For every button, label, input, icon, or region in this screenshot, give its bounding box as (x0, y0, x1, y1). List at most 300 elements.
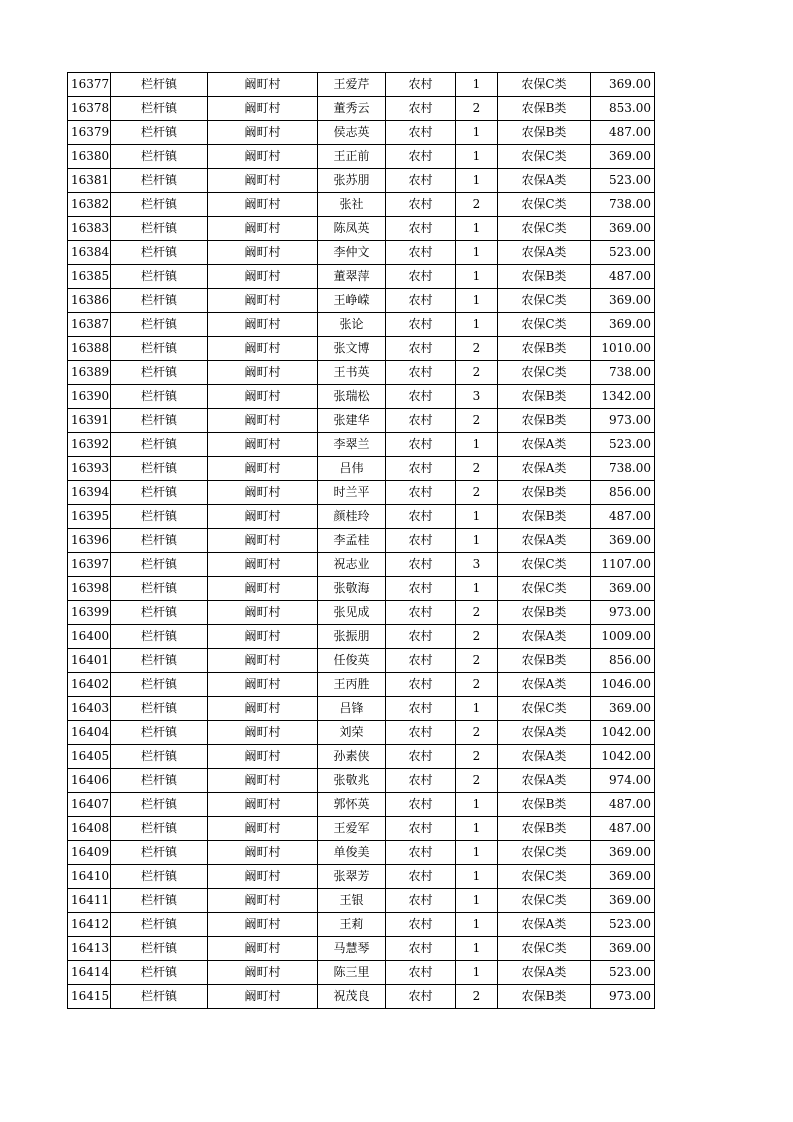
person-name-cell: 刘荣 (318, 721, 386, 745)
village-cell: 阚町村 (208, 145, 318, 169)
insurance-category-cell: 农保A类 (498, 433, 591, 457)
record-id-cell: 16387 (68, 313, 111, 337)
village-cell: 阚町村 (208, 289, 318, 313)
amount-cell: 1107.00 (591, 553, 655, 577)
town-cell: 栏杆镇 (111, 145, 208, 169)
person-count-cell: 2 (456, 745, 498, 769)
village-cell: 阚町村 (208, 241, 318, 265)
person-count-cell: 2 (456, 409, 498, 433)
record-id-cell: 16389 (68, 361, 111, 385)
person-count-cell: 2 (456, 625, 498, 649)
person-count-cell: 1 (456, 577, 498, 601)
person-count-cell: 1 (456, 865, 498, 889)
table-row (68, 457, 655, 481)
residence-type-cell: 农村 (386, 889, 456, 913)
amount-cell: 369.00 (591, 313, 655, 337)
record-id-cell: 16393 (68, 457, 111, 481)
record-id-cell: 16378 (68, 97, 111, 121)
town-cell: 栏杆镇 (111, 505, 208, 529)
amount-cell: 738.00 (591, 193, 655, 217)
record-id-cell: 16381 (68, 169, 111, 193)
table-row (68, 505, 655, 529)
amount-cell: 523.00 (591, 241, 655, 265)
insurance-category-cell: 农保A类 (498, 769, 591, 793)
person-count-cell: 3 (456, 553, 498, 577)
record-id-cell: 16402 (68, 673, 111, 697)
record-id-cell: 16413 (68, 937, 111, 961)
person-name-cell: 王正前 (318, 145, 386, 169)
residence-type-cell: 农村 (386, 961, 456, 985)
person-name-cell: 张社 (318, 193, 386, 217)
insurance-category-cell: 农保B类 (498, 385, 591, 409)
person-name-cell: 祝志业 (318, 553, 386, 577)
amount-cell: 973.00 (591, 601, 655, 625)
table-row (68, 97, 655, 121)
person-count-cell: 1 (456, 433, 498, 457)
residence-type-cell: 农村 (386, 865, 456, 889)
village-cell: 阚町村 (208, 313, 318, 337)
residence-type-cell: 农村 (386, 697, 456, 721)
amount-cell: 856.00 (591, 481, 655, 505)
record-id-cell: 16383 (68, 217, 111, 241)
amount-cell: 853.00 (591, 97, 655, 121)
person-name-cell: 马慧琴 (318, 937, 386, 961)
town-cell: 栏杆镇 (111, 553, 208, 577)
person-name-cell: 吕锋 (318, 697, 386, 721)
village-cell: 阚町村 (208, 433, 318, 457)
residence-type-cell: 农村 (386, 193, 456, 217)
amount-cell: 369.00 (591, 577, 655, 601)
person-count-cell: 1 (456, 793, 498, 817)
insurance-category-cell: 农保B类 (498, 409, 591, 433)
record-id-cell: 16392 (68, 433, 111, 457)
person-name-cell: 王爱芹 (318, 73, 386, 97)
insurance-category-cell: 农保B类 (498, 649, 591, 673)
person-name-cell: 单俊美 (318, 841, 386, 865)
person-count-cell: 2 (456, 649, 498, 673)
table-row (68, 601, 655, 625)
insurance-category-cell: 农保A类 (498, 745, 591, 769)
amount-cell: 487.00 (591, 121, 655, 145)
village-cell: 阚町村 (208, 697, 318, 721)
town-cell: 栏杆镇 (111, 193, 208, 217)
residence-type-cell: 农村 (386, 793, 456, 817)
residence-type-cell: 农村 (386, 985, 456, 1009)
table-row (68, 721, 655, 745)
residence-type-cell: 农村 (386, 553, 456, 577)
village-cell: 阚町村 (208, 577, 318, 601)
amount-cell: 738.00 (591, 457, 655, 481)
insurance-category-cell: 农保A类 (498, 457, 591, 481)
insurance-category-cell: 农保C类 (498, 217, 591, 241)
person-name-cell: 张敬海 (318, 577, 386, 601)
person-name-cell: 颜桂玲 (318, 505, 386, 529)
amount-cell: 973.00 (591, 409, 655, 433)
record-id-cell: 16403 (68, 697, 111, 721)
person-count-cell: 1 (456, 961, 498, 985)
insurance-category-cell: 农保B类 (498, 793, 591, 817)
insurance-category-cell: 农保C类 (498, 841, 591, 865)
person-count-cell: 1 (456, 913, 498, 937)
person-count-cell: 1 (456, 313, 498, 337)
insurance-category-cell: 农保B类 (498, 121, 591, 145)
town-cell: 栏杆镇 (111, 673, 208, 697)
record-id-cell: 16407 (68, 793, 111, 817)
amount-cell: 1042.00 (591, 721, 655, 745)
town-cell: 栏杆镇 (111, 265, 208, 289)
residence-type-cell: 农村 (386, 673, 456, 697)
person-count-cell: 1 (456, 937, 498, 961)
town-cell: 栏杆镇 (111, 121, 208, 145)
table-row (68, 673, 655, 697)
amount-cell: 487.00 (591, 793, 655, 817)
table-row (68, 121, 655, 145)
table-row (68, 553, 655, 577)
village-cell: 阚町村 (208, 601, 318, 625)
person-name-cell: 张瑞松 (318, 385, 386, 409)
insurance-category-cell: 农保C类 (498, 313, 591, 337)
person-count-cell: 2 (456, 985, 498, 1009)
table-row (68, 313, 655, 337)
record-id-cell: 16382 (68, 193, 111, 217)
insurance-category-cell: 农保C类 (498, 145, 591, 169)
person-name-cell: 郭怀英 (318, 793, 386, 817)
village-cell: 阚町村 (208, 193, 318, 217)
table-row (68, 865, 655, 889)
table-row (68, 433, 655, 457)
table-row (68, 169, 655, 193)
town-cell: 栏杆镇 (111, 433, 208, 457)
person-count-cell: 1 (456, 169, 498, 193)
insurance-category-cell: 农保B类 (498, 817, 591, 841)
record-id-cell: 16388 (68, 337, 111, 361)
insurance-category-cell: 农保B类 (498, 265, 591, 289)
village-cell: 阚町村 (208, 625, 318, 649)
person-name-cell: 陈三里 (318, 961, 386, 985)
record-id-cell: 16405 (68, 745, 111, 769)
insurance-category-cell: 农保C类 (498, 937, 591, 961)
person-count-cell: 2 (456, 457, 498, 481)
town-cell: 栏杆镇 (111, 793, 208, 817)
town-cell: 栏杆镇 (111, 937, 208, 961)
town-cell: 栏杆镇 (111, 241, 208, 265)
record-id-cell: 16385 (68, 265, 111, 289)
residence-type-cell: 农村 (386, 73, 456, 97)
person-name-cell: 孙素侠 (318, 745, 386, 769)
table-row (68, 625, 655, 649)
residence-type-cell: 农村 (386, 385, 456, 409)
record-id-cell: 16395 (68, 505, 111, 529)
town-cell: 栏杆镇 (111, 385, 208, 409)
table-body (68, 73, 655, 1009)
town-cell: 栏杆镇 (111, 529, 208, 553)
person-count-cell: 1 (456, 73, 498, 97)
amount-cell: 523.00 (591, 433, 655, 457)
town-cell: 栏杆镇 (111, 289, 208, 313)
town-cell: 栏杆镇 (111, 697, 208, 721)
person-count-cell: 1 (456, 889, 498, 913)
record-id-cell: 16404 (68, 721, 111, 745)
village-cell: 阚町村 (208, 817, 318, 841)
person-name-cell: 吕伟 (318, 457, 386, 481)
residence-type-cell: 农村 (386, 841, 456, 865)
village-cell: 阚町村 (208, 121, 318, 145)
village-cell: 阚町村 (208, 985, 318, 1009)
amount-cell: 856.00 (591, 649, 655, 673)
insurance-category-cell: 农保B类 (498, 601, 591, 625)
amount-cell: 1046.00 (591, 673, 655, 697)
town-cell: 栏杆镇 (111, 769, 208, 793)
person-count-cell: 2 (456, 361, 498, 385)
amount-cell: 369.00 (591, 937, 655, 961)
person-name-cell: 任俊英 (318, 649, 386, 673)
amount-cell: 369.00 (591, 697, 655, 721)
record-id-cell: 16414 (68, 961, 111, 985)
record-id-cell: 16379 (68, 121, 111, 145)
person-count-cell: 1 (456, 241, 498, 265)
record-id-cell: 16391 (68, 409, 111, 433)
person-name-cell: 张振朋 (318, 625, 386, 649)
town-cell: 栏杆镇 (111, 97, 208, 121)
residence-type-cell: 农村 (386, 361, 456, 385)
village-cell: 阚町村 (208, 457, 318, 481)
person-name-cell: 时兰平 (318, 481, 386, 505)
table-row (68, 241, 655, 265)
amount-cell: 369.00 (591, 289, 655, 313)
town-cell: 栏杆镇 (111, 721, 208, 745)
record-id-cell: 16398 (68, 577, 111, 601)
table-row (68, 697, 655, 721)
town-cell: 栏杆镇 (111, 865, 208, 889)
amount-cell: 487.00 (591, 505, 655, 529)
village-cell: 阚町村 (208, 889, 318, 913)
amount-cell: 369.00 (591, 865, 655, 889)
insurance-category-cell: 农保A类 (498, 961, 591, 985)
town-cell: 栏杆镇 (111, 889, 208, 913)
insurance-category-cell: 农保A类 (498, 913, 591, 937)
insurance-category-cell: 农保C类 (498, 289, 591, 313)
person-name-cell: 王银 (318, 889, 386, 913)
person-count-cell: 3 (456, 385, 498, 409)
person-count-cell: 2 (456, 769, 498, 793)
insurance-category-cell: 农保C类 (498, 865, 591, 889)
village-cell: 阚町村 (208, 217, 318, 241)
amount-cell: 369.00 (591, 73, 655, 97)
village-cell: 阚町村 (208, 745, 318, 769)
record-id-cell: 16380 (68, 145, 111, 169)
insurance-category-cell: 农保A类 (498, 169, 591, 193)
record-id-cell: 16386 (68, 289, 111, 313)
person-count-cell: 2 (456, 193, 498, 217)
residence-type-cell: 农村 (386, 169, 456, 193)
table-row (68, 649, 655, 673)
person-count-cell: 1 (456, 289, 498, 313)
person-count-cell: 2 (456, 97, 498, 121)
table-row (68, 385, 655, 409)
amount-cell: 369.00 (591, 841, 655, 865)
village-cell: 阚町村 (208, 73, 318, 97)
table-row (68, 193, 655, 217)
person-name-cell: 董秀云 (318, 97, 386, 121)
record-id-cell: 16400 (68, 625, 111, 649)
person-name-cell: 李翠兰 (318, 433, 386, 457)
amount-cell: 523.00 (591, 169, 655, 193)
village-cell: 阚町村 (208, 337, 318, 361)
person-count-cell: 1 (456, 217, 498, 241)
person-name-cell: 张见成 (318, 601, 386, 625)
insurance-category-cell: 农保C类 (498, 697, 591, 721)
table-row (68, 913, 655, 937)
town-cell: 栏杆镇 (111, 457, 208, 481)
insurance-category-cell: 农保B类 (498, 505, 591, 529)
table-row (68, 361, 655, 385)
person-name-cell: 王爱军 (318, 817, 386, 841)
record-id-cell: 16411 (68, 889, 111, 913)
person-count-cell: 1 (456, 505, 498, 529)
village-cell: 阚町村 (208, 481, 318, 505)
residence-type-cell: 农村 (386, 745, 456, 769)
residence-type-cell: 农村 (386, 649, 456, 673)
residence-type-cell: 农村 (386, 313, 456, 337)
village-cell: 阚町村 (208, 649, 318, 673)
village-cell: 阚町村 (208, 865, 318, 889)
record-id-cell: 16409 (68, 841, 111, 865)
person-name-cell: 陈凤英 (318, 217, 386, 241)
residence-type-cell: 农村 (386, 241, 456, 265)
town-cell: 栏杆镇 (111, 337, 208, 361)
insurance-category-cell: 农保C类 (498, 193, 591, 217)
amount-cell: 973.00 (591, 985, 655, 1009)
person-count-cell: 1 (456, 145, 498, 169)
amount-cell: 738.00 (591, 361, 655, 385)
insurance-category-cell: 农保A类 (498, 673, 591, 697)
village-cell: 阚町村 (208, 721, 318, 745)
insurance-category-cell: 农保A类 (498, 529, 591, 553)
town-cell: 栏杆镇 (111, 913, 208, 937)
person-name-cell: 张文博 (318, 337, 386, 361)
village-cell: 阚町村 (208, 937, 318, 961)
table-row (68, 577, 655, 601)
person-name-cell: 张翠芳 (318, 865, 386, 889)
village-cell: 阚町村 (208, 841, 318, 865)
person-name-cell: 张建华 (318, 409, 386, 433)
table-row (68, 889, 655, 913)
amount-cell: 369.00 (591, 889, 655, 913)
person-count-cell: 1 (456, 817, 498, 841)
data-table (67, 72, 655, 1009)
town-cell: 栏杆镇 (111, 577, 208, 601)
residence-type-cell: 农村 (386, 937, 456, 961)
person-count-cell: 1 (456, 265, 498, 289)
amount-cell: 369.00 (591, 217, 655, 241)
village-cell: 阚町村 (208, 409, 318, 433)
table-row (68, 937, 655, 961)
town-cell: 栏杆镇 (111, 625, 208, 649)
record-id-cell: 16399 (68, 601, 111, 625)
residence-type-cell: 农村 (386, 625, 456, 649)
village-cell: 阚町村 (208, 169, 318, 193)
town-cell: 栏杆镇 (111, 745, 208, 769)
insurance-category-cell: 农保B类 (498, 337, 591, 361)
record-id-cell: 16415 (68, 985, 111, 1009)
residence-type-cell: 农村 (386, 289, 456, 313)
person-count-cell: 2 (456, 481, 498, 505)
table-row (68, 337, 655, 361)
amount-cell: 487.00 (591, 817, 655, 841)
record-id-cell: 16390 (68, 385, 111, 409)
residence-type-cell: 农村 (386, 433, 456, 457)
person-name-cell: 李孟桂 (318, 529, 386, 553)
town-cell: 栏杆镇 (111, 169, 208, 193)
residence-type-cell: 农村 (386, 817, 456, 841)
residence-type-cell: 农村 (386, 601, 456, 625)
village-cell: 阚町村 (208, 505, 318, 529)
town-cell: 栏杆镇 (111, 601, 208, 625)
person-name-cell: 王莉 (318, 913, 386, 937)
table-row (68, 409, 655, 433)
person-count-cell: 1 (456, 529, 498, 553)
table-row (68, 745, 655, 769)
person-count-cell: 1 (456, 121, 498, 145)
person-name-cell: 董翠萍 (318, 265, 386, 289)
insurance-category-cell: 农保C类 (498, 577, 591, 601)
residence-type-cell: 农村 (386, 337, 456, 361)
amount-cell: 974.00 (591, 769, 655, 793)
table-row (68, 289, 655, 313)
person-name-cell: 王峥嵘 (318, 289, 386, 313)
record-id-cell: 16406 (68, 769, 111, 793)
person-name-cell: 张敬兆 (318, 769, 386, 793)
person-count-cell: 2 (456, 673, 498, 697)
amount-cell: 523.00 (591, 913, 655, 937)
table-row (68, 145, 655, 169)
record-id-cell: 16394 (68, 481, 111, 505)
insurance-category-cell: 农保A类 (498, 625, 591, 649)
person-name-cell: 张苏朋 (318, 169, 386, 193)
residence-type-cell: 农村 (386, 529, 456, 553)
village-cell: 阚町村 (208, 553, 318, 577)
residence-type-cell: 农村 (386, 913, 456, 937)
table-row (68, 793, 655, 817)
amount-cell: 1010.00 (591, 337, 655, 361)
person-count-cell: 1 (456, 841, 498, 865)
person-name-cell: 李仲文 (318, 241, 386, 265)
insurance-category-cell: 农保B类 (498, 985, 591, 1009)
table-row (68, 529, 655, 553)
village-cell: 阚町村 (208, 769, 318, 793)
insurance-category-cell: 农保B类 (498, 97, 591, 121)
table-row (68, 73, 655, 97)
town-cell: 栏杆镇 (111, 313, 208, 337)
table-row (68, 265, 655, 289)
town-cell: 栏杆镇 (111, 985, 208, 1009)
residence-type-cell: 农村 (386, 769, 456, 793)
person-count-cell: 2 (456, 337, 498, 361)
person-name-cell: 张论 (318, 313, 386, 337)
amount-cell: 1342.00 (591, 385, 655, 409)
residence-type-cell: 农村 (386, 121, 456, 145)
village-cell: 阚町村 (208, 265, 318, 289)
person-name-cell: 祝茂良 (318, 985, 386, 1009)
village-cell: 阚町村 (208, 529, 318, 553)
table-row (68, 769, 655, 793)
town-cell: 栏杆镇 (111, 481, 208, 505)
amount-cell: 523.00 (591, 961, 655, 985)
village-cell: 阚町村 (208, 385, 318, 409)
village-cell: 阚町村 (208, 361, 318, 385)
town-cell: 栏杆镇 (111, 841, 208, 865)
residence-type-cell: 农村 (386, 217, 456, 241)
